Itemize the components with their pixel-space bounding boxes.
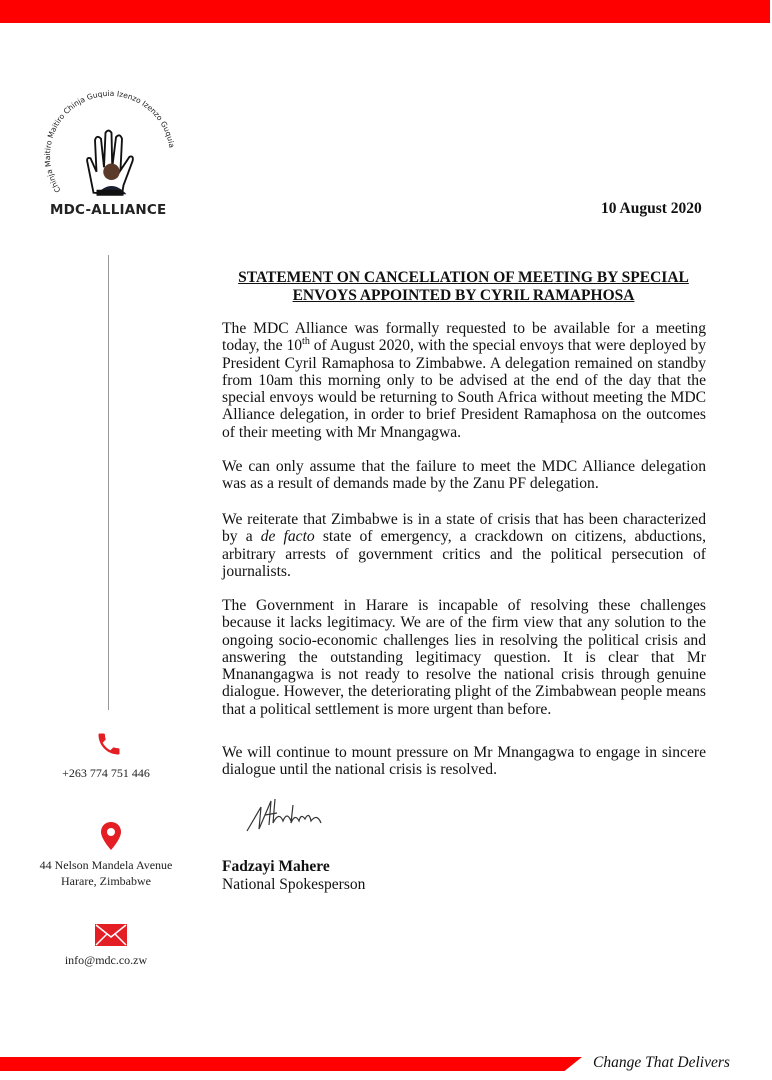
paragraph-1 xyxy=(222,320,706,441)
signature xyxy=(243,793,328,840)
paragraph-5: We will continue to mount pressure on Mr Mnangagwa to engage in sincere dialogue until the national crisis is resolved. xyxy=(222,744,706,779)
mdc-alliance-logo xyxy=(40,88,180,200)
p3-italic: de facto xyxy=(260,528,315,546)
p1-text: The MDC Alliance was formally requested to be available for a meeting today, the 10 xyxy=(222,320,706,355)
paragraph-3 xyxy=(222,511,706,580)
footer-slogan: Change That Delivers xyxy=(593,1054,730,1071)
logo-wordmark: MDC-ALLIANCE xyxy=(50,202,167,218)
statement-date: 10 August 2020 xyxy=(601,200,702,217)
address-line-1: 44 Nelson Mandela Avenue xyxy=(39,858,173,872)
title-line-1: STATEMENT ON CANCELLATION OF MEETING BY SPECIAL xyxy=(238,269,689,286)
map-pin-icon xyxy=(100,822,122,855)
signatory-role: National Spokesperson xyxy=(222,876,366,893)
phone-number: +263 774 751 446 xyxy=(62,766,150,780)
p1-text-cont: of August 2020, with the special envoys that were deployed by President Cyril Ramaphosa to Zimbabwe. A delegation remained on standby from 10am this morning only to be advised at the end of the day that the special envoys would be returning to South Africa without meeting the MDC Alliance delegation, in order to brief President Ramaphosa on the outcomes of their meeting with Mr Mnangagwa. xyxy=(222,337,706,441)
paragraph-4: The Government in Harare is incapable of resolving these challenges because it lacks legitimacy. We are of the firm view that any solution to the ongoing socio-economic challenges lies in resolving the political crisis and answering the outstanding legitimacy question. It is clear that Mr Mnanangagwa is not ready to resolve the national crisis through genuine dialogue. However, the deteriorating plight of the Zimbabwean people means that a political settlement is more urgent than before. xyxy=(222,597,706,718)
paragraph-2: We can only assume that the failure to meet the MDC Alliance delegation was as a result of demands made by the Zanu PF delegation. xyxy=(222,458,706,493)
p3-text-cont: state of emergency, a crackdown on citizens, abductions, arbitrary arrests of government critics and the political persecution of journalists. xyxy=(222,528,706,580)
logo-ring-text: Chinja Maitiro Maitiro Chinja Guquia Izenzo Izenzo Guquia xyxy=(42,88,177,195)
sidebar-divider xyxy=(108,255,109,710)
signatory-name: Fadzayi Mahere xyxy=(222,858,330,875)
statement-title xyxy=(222,269,705,304)
top-red-bar xyxy=(0,0,770,23)
bottom-red-bar xyxy=(0,1057,582,1071)
p3-text: We reiterate that Zimbabwe is in a state of crisis that has been characterized by a xyxy=(222,511,706,546)
email-link[interactable]: info@mdc.co.zw xyxy=(64,953,148,967)
p1-superscript: th xyxy=(302,336,310,348)
envelope-icon xyxy=(95,924,127,951)
phone-icon xyxy=(95,730,123,763)
hand-emblem xyxy=(87,131,133,196)
address xyxy=(16,857,196,889)
address-line-2: Harare, Zimbabwe xyxy=(61,874,151,888)
title-line-2: ENVOYS APPOINTED BY CYRIL RAMAPHOSA xyxy=(292,286,635,304)
